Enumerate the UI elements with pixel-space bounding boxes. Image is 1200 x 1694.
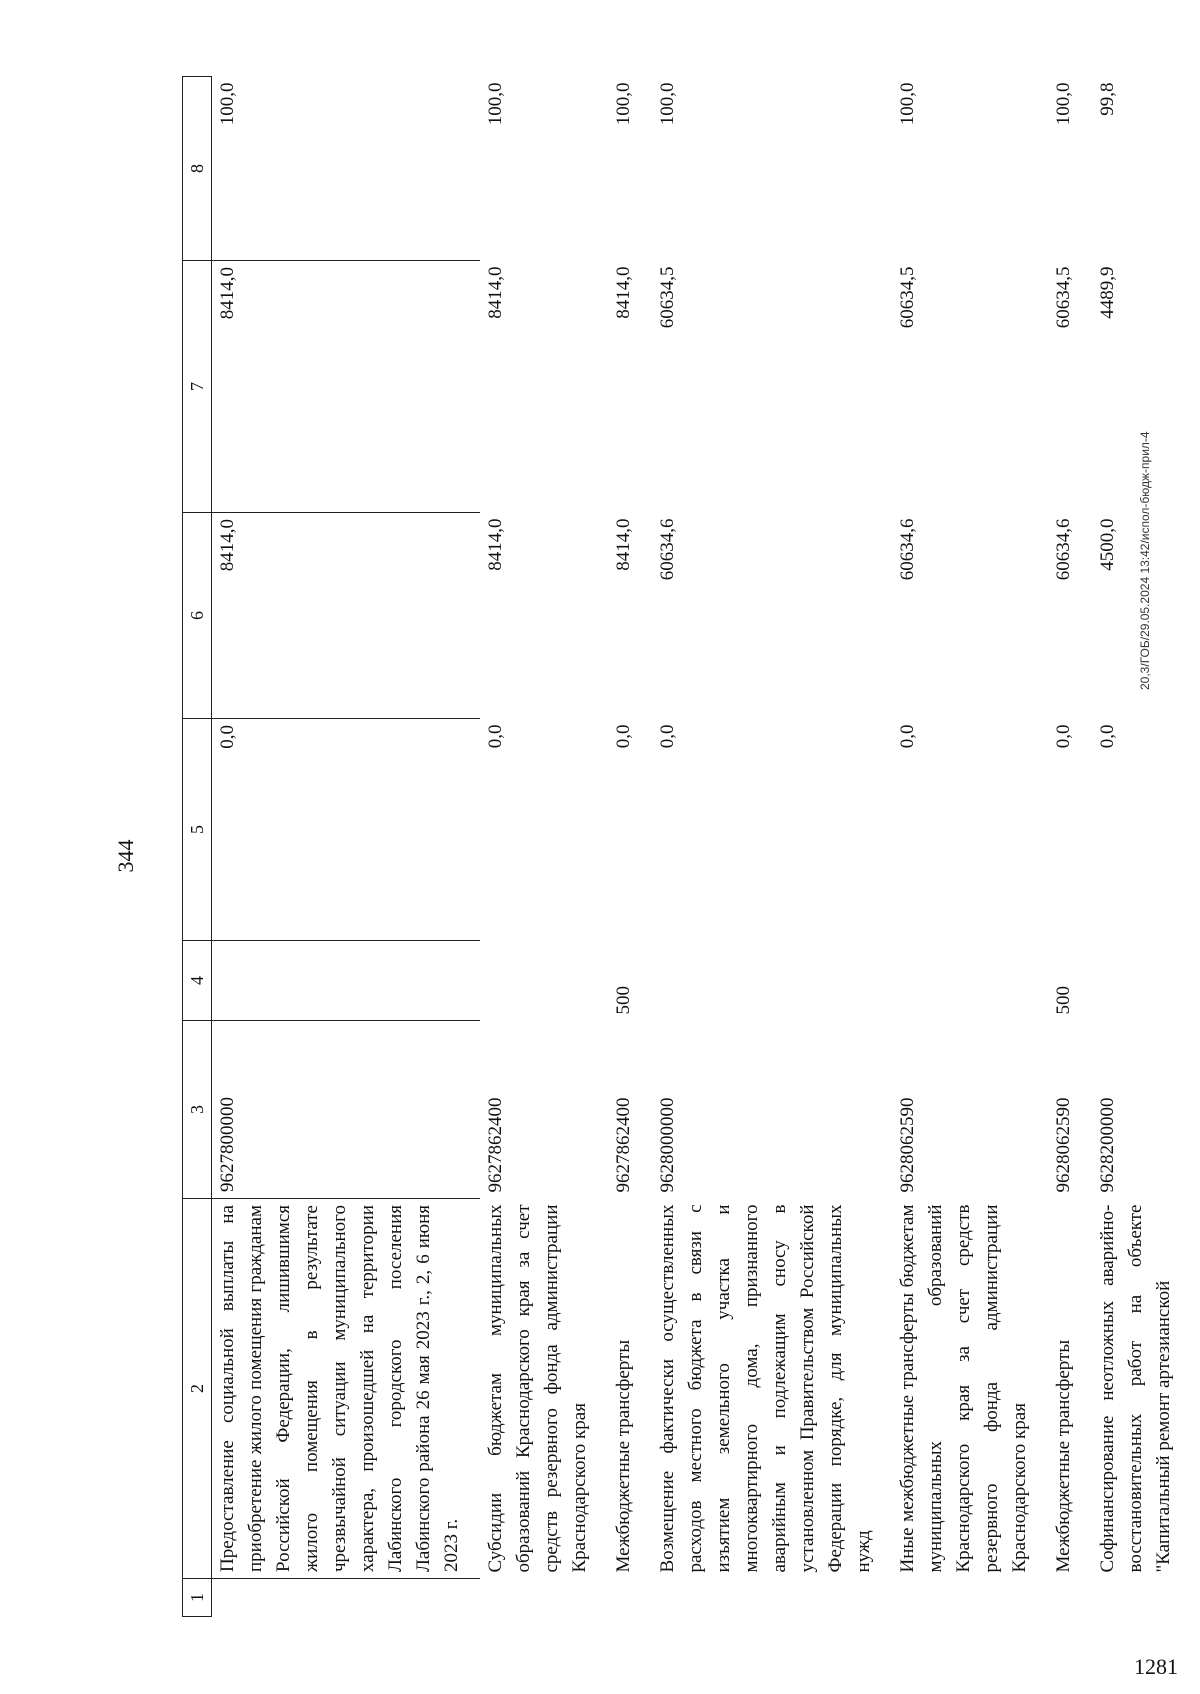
row-number-cell: [1092, 1579, 1192, 1617]
expense-type-cell: 500: [613, 986, 634, 1015]
column-header: 4: [183, 941, 212, 1021]
column-header: 6: [183, 513, 212, 719]
value-cell-5: 0,0: [897, 724, 918, 749]
budget-table: [182, 76, 1192, 1617]
row-number-cell: [480, 1579, 608, 1617]
description-cell: Межбюджетные трансферты: [613, 1339, 634, 1573]
description-cell: Возмещение фактически осуществленных расходов местного бюджета в связи с изъятием земельного участка и многоквартирного дома, признанного аварийным и подлежащим сносу в установленном Правительством Российской Федерации порядке, для муниципальных нужд: [657, 1204, 874, 1573]
value-cell-5: 0,0: [613, 724, 634, 749]
code-cell: 9628062590: [1053, 1097, 1074, 1193]
column-header: 3: [183, 1021, 212, 1199]
percent-cell: 100,0: [1053, 82, 1074, 126]
percent-cell: 100,0: [613, 82, 634, 126]
percent-cell: 100,0: [897, 82, 918, 126]
value-cell-6: 8414,0: [485, 518, 506, 571]
column-header: 1: [183, 1579, 212, 1617]
code-cell: 9627800000: [212, 1021, 481, 1199]
description-cell: Софинансирование неотложных аварийно-восстановительных работ на объекте "Капитальный ремонт артезианской: [1097, 1204, 1174, 1573]
value-cell-7: 4489,9: [1097, 266, 1118, 319]
expense-type-cell: [652, 941, 892, 1021]
value-cell-5: 0,0: [485, 724, 506, 749]
code-cell: 9627862400: [613, 1097, 634, 1193]
value-cell-7: 8414,0: [485, 266, 506, 319]
value-cell-6: 8414,0: [613, 518, 634, 571]
table-row: [212, 77, 481, 1617]
table-row: [892, 77, 1048, 1617]
value-cell-7: 60634,5: [1053, 266, 1074, 329]
code-cell: 9628000000: [657, 1097, 678, 1193]
row-number-cell: [652, 1579, 892, 1617]
page-number: 344: [113, 839, 138, 873]
row-number-cell: [1048, 1579, 1092, 1617]
value-cell-7: 8414,0: [613, 266, 634, 319]
code-cell: 9628200000: [1097, 1097, 1118, 1193]
value-cell-5: 0,0: [1053, 724, 1074, 749]
column-header: 2: [183, 1199, 212, 1579]
value-cell-6: 8414,0: [212, 513, 481, 719]
description-cell: Иные межбюджетные трансферты бюджетам муниципальных образований Краснодарского края за счет средств резервного фонда администрации Краснодарского края: [897, 1204, 1030, 1573]
expense-type-cell: 500: [1053, 986, 1074, 1015]
value-cell-6: 60634,6: [1053, 518, 1074, 581]
footer-page-number: 1281: [1134, 1654, 1178, 1679]
row-number-cell: [212, 1579, 481, 1617]
rotated-page-content: [182, 77, 1200, 1617]
description-cell: Межбюджетные трансферты: [1053, 1339, 1074, 1573]
value-cell-5: 0,0: [212, 719, 481, 941]
value-cell-7: 60634,5: [897, 266, 918, 329]
description-cell: Предоставление социальной выплаты на приобретение жилого помещения гражданам Российской Федерации, лишившимся жилого помещения в результате чрезвычайной ситуации муниципального характера, произошедшей на территории Лабинского городского поселения Лабинского района 26 мая 2023 г., 2, 6 июня 2023 г.: [212, 1199, 481, 1579]
code-cell: 9628062590: [897, 1097, 918, 1193]
value-cell-5: 0,0: [1097, 724, 1118, 749]
document-stamp: 20,3/ГОБ/29.05.2024 13:42/испол-бюдж-прил-4: [1138, 431, 1152, 690]
description-cell: Субсидии бюджетам муниципальных образований Краснодарского края за счет средств резервного фонда администрации Краснодарского края: [485, 1204, 590, 1573]
table-row: [480, 77, 608, 1617]
column-header: 5: [183, 719, 212, 941]
row-number-cell: [608, 1579, 652, 1617]
header-row: [183, 77, 212, 1617]
table-row: [1048, 77, 1092, 1617]
percent-cell: 100,0: [212, 77, 481, 261]
percent-cell: 99,8: [1097, 82, 1118, 116]
expense-type-cell: [480, 941, 608, 1021]
value-cell-5: 0,0: [657, 724, 678, 749]
value-cell-7: 8414,0: [212, 261, 481, 513]
code-cell: 9627862400: [485, 1097, 506, 1193]
percent-cell: 100,0: [485, 82, 506, 126]
column-header: 8: [183, 77, 212, 261]
column-header: 7: [183, 261, 212, 513]
table-row: [608, 77, 652, 1617]
expense-type-cell: [1092, 941, 1192, 1021]
value-cell-6: 60634,6: [897, 518, 918, 581]
percent-cell: 100,0: [657, 82, 678, 126]
value-cell-6: 60634,6: [657, 518, 678, 581]
value-cell-7: 60634,5: [657, 266, 678, 329]
row-number-cell: [892, 1579, 1048, 1617]
table-row: [652, 77, 892, 1617]
value-cell-6: 4500,0: [1097, 518, 1118, 571]
expense-type-cell: [212, 941, 481, 1021]
expense-type-cell: [892, 941, 1048, 1021]
